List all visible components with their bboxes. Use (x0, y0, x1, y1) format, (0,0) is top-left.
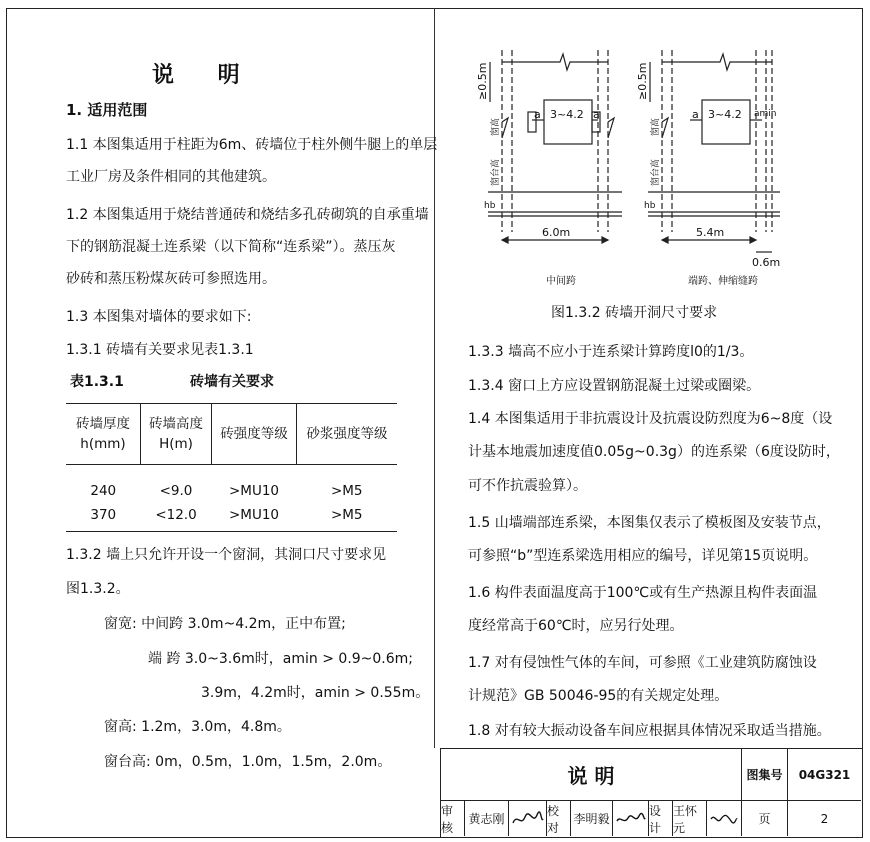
checker-name: 李明毅 (571, 801, 613, 836)
para-1-3-3: 1.3.3 墙高不应小于连系梁计算跨度l0的1/3。 (468, 344, 754, 360)
checker-signature (613, 801, 649, 836)
para-1-3-2-line1: 1.3.2 墙上只允许开设一个窗洞，其洞口尺寸要求见 (66, 547, 387, 563)
dim-min-0-5-right: ≥0.5m (636, 62, 649, 100)
figure-caption: 图1.3.2 砖墙开洞尺寸要求 (551, 305, 718, 321)
window-height: 窗高: 1.2m，3.0m，4.8m。 (104, 719, 291, 735)
para-1-2-line1: 1.2 本图集适用于烧结普通砖和烧结多孔砖砌筑的自承重墙 (66, 207, 429, 223)
header-cell: 砖墙厚度 h(mm) (66, 404, 141, 465)
review-label: 审核 (441, 801, 465, 836)
section-heading: 1. 适用范围 (66, 101, 148, 119)
para-1-4-line1: 1.4 本图集适用于非抗震设计及抗震设防烈度为6~8度（设 (468, 411, 833, 427)
table-row (66, 465, 397, 504)
window-width-end-1: 端 跨 3.0~3.6m时，amin > 0.9~0.6m; (148, 651, 414, 667)
page-number: 2 (820, 811, 829, 826)
para-1-8: 1.8 对有较大振动设备车间应根据具体情况采取适当措施。 (468, 723, 831, 739)
para-1-4-line2: 计基本地震加速度值0.05g~0.3g）的连系梁（6度设防时， (468, 444, 840, 460)
header-cell: 砖强度等级 (212, 404, 297, 465)
window-width-end-2: 3.9m，4.2m时，amin > 0.55m。 (201, 685, 430, 701)
table-cell: 370 (66, 503, 141, 532)
para-1-3-4: 1.3.4 窗口上方应设置钢筋混凝土过梁或圈梁。 (468, 378, 761, 394)
para-1-5-line1: 1.5 山墙端部连系梁，本图集仅表示了模板图及安装节点， (468, 515, 831, 531)
table-cell: >M5 (330, 483, 363, 499)
dim-min-0-5-left: ≥0.5m (476, 62, 489, 100)
table-number: 表1.3.1 (70, 374, 124, 390)
end-span-label: 端跨、伸缩缝跨 (688, 276, 758, 287)
table-header-row (66, 404, 397, 465)
para-1-2-line2: 下的钢筋混凝土连系梁（以下简称“连系梁”）。蒸压灰 (66, 239, 396, 255)
window-height-label-right: 窗高 (651, 117, 661, 136)
para-1-7-line2: 计规范》GB 50046-95的有关规定处理。 (468, 688, 729, 704)
dim-3-42-right: 3~4.2 (708, 108, 742, 121)
dim-0-6: 0.6m (752, 256, 781, 269)
window-height-label-left: 窗高 (491, 117, 501, 136)
table-cell: <12.0 (141, 503, 212, 532)
dim-5-4: 5.4m (696, 226, 725, 239)
check-label: 校对 (547, 801, 571, 836)
page-label: 页 (742, 801, 788, 836)
reviewer-name: 黄志刚 (465, 801, 509, 836)
title-block (440, 748, 863, 838)
wall-opening-figure (470, 40, 800, 300)
amin-label: amin (754, 109, 777, 119)
wall-requirements-table (66, 403, 397, 532)
table-row (66, 503, 397, 532)
window-sill-height: 窗台高: 0m，0.5m，1.0m，1.5m，2.0m。 (104, 754, 392, 770)
window-width-middle: 窗宽: 中间跨 3.0m~4.2m，正中布置; (104, 616, 346, 632)
table-cell: <9.0 (159, 483, 193, 499)
table-cell: >MU10 (212, 503, 297, 532)
para-1-6-line2: 度经常高于60℃时，应另行处理。 (468, 618, 684, 634)
header-cell: 砖墙高度 H(m) (141, 404, 212, 465)
para-1-2-line3: 砂砖和蒸压粉煤灰砖可参照选用。 (66, 271, 276, 287)
vertical-divider (434, 8, 435, 748)
header-cell: 砂浆强度等级 (297, 404, 398, 465)
para-1-5-line2: 可参照“b”型连系梁选用相应的编号，详见第15页说明。 (468, 548, 818, 564)
dim-6-0: 6.0m (542, 226, 571, 239)
atlas-label: 图集号 (742, 749, 788, 801)
para-1-4-line3: 可不作抗震验算）。 (468, 478, 587, 494)
para-1-3-2-line2: 图1.3.2。 (66, 581, 130, 597)
middle-span-label: 中间跨 (546, 276, 576, 287)
para-1-1-line2: 工业厂房及条件相同的其他建筑。 (66, 169, 276, 185)
a-left-2: a (593, 108, 600, 121)
table-cell: >M5 (297, 503, 398, 532)
reviewer-signature (509, 801, 547, 836)
sill-height-label-right: 窗台高 (651, 158, 661, 186)
sill-height-label-left: 窗台高 (491, 158, 501, 186)
table-cell: >MU10 (228, 483, 280, 499)
a-right: a (692, 108, 699, 121)
para-1-3: 1.3 本图集对墙体的要求如下: (66, 309, 252, 325)
atlas-number: 04G321 (788, 749, 861, 801)
para-1-3-1: 1.3.1 砖墙有关要求见表1.3.1 (66, 342, 254, 358)
hb-label-left: hb (484, 201, 496, 211)
dim-3-42-left: 3~4.2 (550, 108, 584, 121)
design-label: 设计 (649, 801, 673, 836)
a-left-1: a (534, 108, 541, 121)
page-title: 说 明 (152, 63, 258, 88)
para-1-1-line1: 1.1 本图集适用于柱距为6m、砖墙位于柱外侧牛腿上的单层 (66, 137, 438, 153)
hb-label-right: hb (644, 201, 656, 211)
para-1-6-line1: 1.6 构件表面温度高于100℃或有生产热源且构件表面温 (468, 585, 818, 601)
designer-name: 王怀元 (673, 801, 707, 836)
titleblock-title: 说 明 (441, 749, 742, 801)
designer-signature (707, 801, 742, 836)
para-1-7-line1: 1.7 对有侵蚀性气体的车间，可参照《工业建筑防腐蚀设 (468, 655, 817, 671)
table-cell: 240 (90, 483, 117, 499)
table-caption: 砖墙有关要求 (190, 374, 274, 390)
